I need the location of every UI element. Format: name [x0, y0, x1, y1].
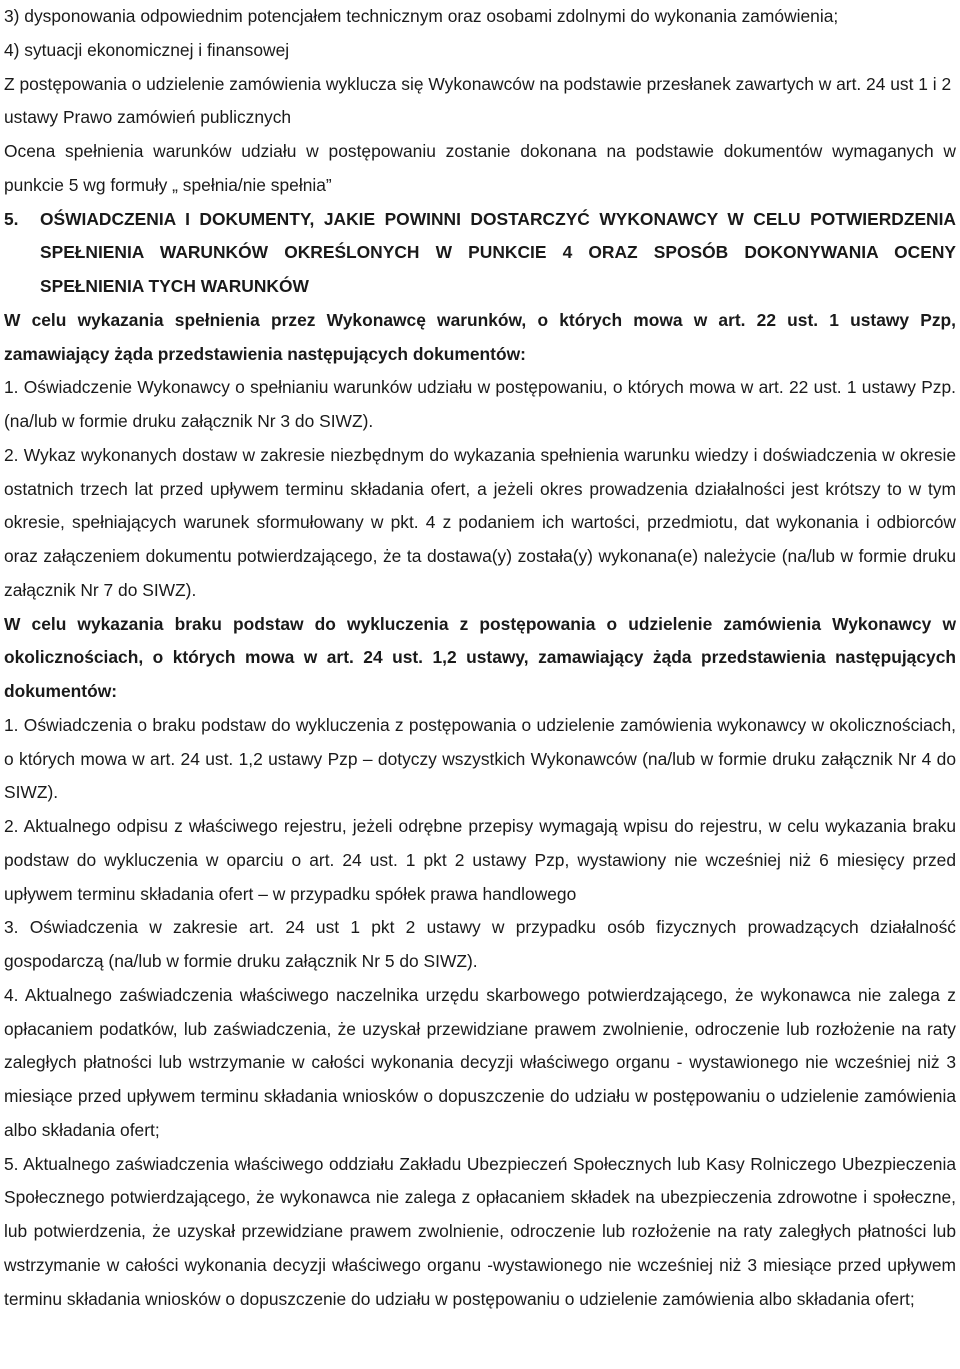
conditions-item-1: 1. Oświadczenie Wykonawcy o spełnianiu warunków udziału w postępowaniu, o których mowa w art. 22 ust. 1 ustawy Pzp. (na/lub w formie druku załącznik Nr 3 do SIWZ).: [4, 377, 956, 431]
exclusion-heading: W celu wykazania braku podstaw do wykluczenia z postępowania o udzielenie zamówienia Wykonawcy w okolicznościach, o których mowa w art. 24 ust. 1,2 ustawy, zamawiający żąda przedstawienia następujących dokumentów:: [4, 613, 956, 701]
section-5-title: OŚWIADCZENIA I DOKUMENTY, JAKIE POWINNI DOSTARCZYĆ WYKONAWCY W CELU POTWIERDZENIA SPEŁNIENIA WARUNKÓW OKREŚLONYCH W PUNKCIE 4 ORAZ SPOSÓB DOKONYWANIA OCENY SPEŁNIENIA TYCH WARUNKÓW: [40, 208, 956, 296]
exclusion-item-4: 4. Aktualnego zaświadczenia właściwego naczelnika urzędu skarbowego potwierdzającego, że wykonawca nie zalega z opłacaniem podatków, lub zaświadczenia, że uzyskał przewidziane prawem zwolnienie, odroczenie lub rozłożenie na raty zaległych płatności lub wstrzymanie w całości wykonania decyzji właściwego organu - wystawionego nie wcześniej niż 3 miesiące przed upływem terminu składania wniosków o dopuszczenie do udziału w postępowaniu o udzielenie zamówienia albo składania ofert;: [4, 984, 956, 1140]
exclusion-item-5: 5. Aktualnego zaświadczenia właściwego oddziału Zakładu Ubezpieczeń Społecznych lub Kasy Rolniczego Ubezpieczenia Społecznego potwierdzającego, że wykonawca nie zalega z opłacaniem składek na ubezpieczenia zdrowotne i społeczne, lub potwierdzenia, że uzyskał przewidziane prawem zwolnienie, odroczenie lub rozłożenie na raty zaległych płatności lub wstrzymanie w całości wykonania decyzji właściwego organu -wystawionego nie wcześniej niż 3 miesiące przed upływem terminu składania wniosków o dopuszczenie do udziału w postępowaniu o udzielenie zamówienia albo składania ofert;: [4, 1153, 956, 1309]
document-page: [4, 0, 956, 1316]
section-5-heading: [4, 203, 956, 304]
conditions-heading: W celu wykazania spełnienia przez Wykonawcę warunków, o których mowa w art. 22 ust. 1 ustawy Pzp, zamawiający żąda przedstawienia następujących dokumentów:: [4, 309, 956, 364]
conditions-item-2: 2. Wykaz wykonanych dostaw w zakresie niezbędnym do wykazania spełnienia warunku wiedzy i doświadczenia w okresie ostatnich trzech lat przed upływem terminu składania ofert, a jeżeli okres prowadzenia działalności jest krótszy to w tym okresie, spełniających warunek sformułowany w pkt. 4 z podaniem ich wartości, przedmiotu, dat wykonania i odbiorców oraz załączeniem dokumentu potwierdzającego, że ta dostawa(y) została(y) wykonana(e) należycie (na/lub w formie druku załącznik Nr 7 do SIWZ).: [4, 444, 956, 600]
section-5-number: 5.: [4, 208, 19, 229]
intro-line-4: 4) sytuacji ekonomicznej i finansowej: [4, 39, 290, 60]
exclusion-item-3: 3. Oświadczenia w zakresie art. 24 ust 1 pkt 2 ustawy w przypadku osób fizycznych prowadzących działalność gospodarczą (na/lub w formie druku załącznik Nr 5 do SIWZ).: [4, 917, 956, 971]
intro-line-3: 3) dysponowania odpowiednim potencjałem technicznym oraz osobami zdolnymi do wykonania zamówienia;: [4, 6, 839, 26]
exclusion-item-1: 1. Oświadczenia o braku podstaw do wykluczenia z postępowania o udzielenie zamówienia wykonawcy w okolicznościach, o których mowa w art. 24 ust. 1,2 ustawy Pzp – dotyczy wszystkich Wykonawców (na/lub w formie druku załącznik Nr 4 do SIWZ).: [4, 714, 956, 803]
evaluation-paragraph: Ocena spełnienia warunków udziału w postępowaniu zostanie dokonana na podstawie dokumentów wymaganych w punkcie 5 wg formuły „ spełnia/nie spełnia”: [4, 141, 956, 195]
exclusion-basis-paragraph: Z postępowania o udzielenie zamówienia wyklucza się Wykonawców na podstawie przesłanek zawartych w art. 24 ust 1 i 2 ustawy Prawo zamówień publicznych: [4, 73, 952, 128]
exclusion-item-2: 2. Aktualnego odpisu z właściwego rejestru, jeżeli odrębne przepisy wymagają wpisu do rejestru, w celu wykazania braku podstaw do wykluczenia w oparciu o art. 24 ust. 1 pkt 2 ustawy Pzp, wystawiony nie wcześniej niż 6 miesięcy przed upływem terminu składania ofert – w przypadku spółek prawa handlowego: [4, 816, 956, 904]
